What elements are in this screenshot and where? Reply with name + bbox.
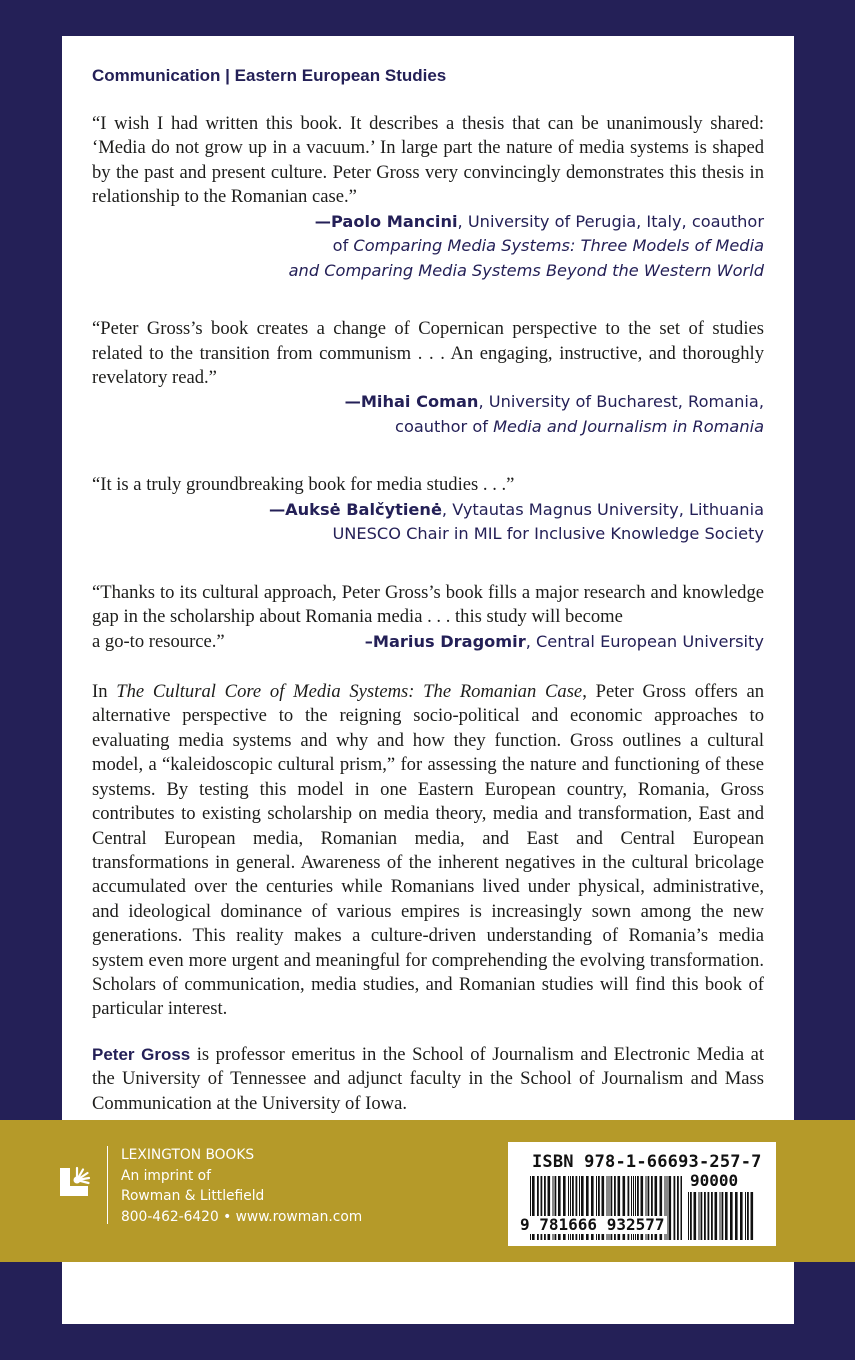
quote-text: “Thanks to its cultural approach, Peter Gross’s book fills a major research and knowledge gap in the scholarship about Romania media . . . this study will become xyxy=(92,581,764,628)
endorsement-2 xyxy=(92,317,764,439)
quote-attribution: —Paolo Mancini, University of Perugia, Italy, coauthor of Comparing Media Systems: Three Models of Media and Comparing Media Systems Beyond the Western World xyxy=(288,211,764,280)
quote-attribution: —Mihai Coman, University of Bucharest, Romania, coauthor of Media and Journalism in Romania xyxy=(344,392,764,436)
ean-digits: 9 781666 932577 xyxy=(520,1215,665,1234)
barcode-bar xyxy=(699,1192,700,1240)
barcode-bar xyxy=(690,1192,692,1240)
barcode-bar xyxy=(735,1192,738,1240)
book-title: The Cultural Core of Media Systems: The Romanian Case xyxy=(116,681,583,703)
book-description: In The Cultural Core of Media Systems: The Romanian Case, Peter Gross offers an alternative perspective to the reigning socio-political and economic approaches to evaluating media systems and why and how they function. Gross outlines a cultural model, a “kaleidoscopic cultural prism,” for assessing the nature and functioning of these systems. By testing this model in one Eastern European country, Romania, Gross contributes to existing scholarship on media theory, media and transformation, East and Central European media, Romanian media, and East and Central European transformations in general. Awareness of the inherent negatives in the cultural bricolage accumulated over the centuries while Romanians lived under physical, administrative, and ideological dominance of various empires is increasingly sown among the new generations. This reality makes a culture-driven understanding of Romania’s media system even more urgent and meaningful for comprehending the evolving transformation. Scholars of communication, media studies, and Romanian studies will find this book of particular interest. xyxy=(92,681,765,1020)
divider xyxy=(107,1146,108,1224)
barcode-bar xyxy=(708,1192,710,1240)
barcode-bar xyxy=(745,1192,746,1240)
barcode-bar xyxy=(674,1176,676,1240)
endorser-name: Marius Dragomir xyxy=(372,631,526,651)
endorsement-1 xyxy=(92,112,764,283)
barcode-bar xyxy=(694,1192,697,1240)
publisher-info: LEXINGTON BOOKS An imprint of Rowman & Littlefield 800-462-6420 • www.rowman.com xyxy=(121,1145,362,1227)
quote-text: “I wish I had written this book. It describes a thesis that can be unanimously shared: ‘Media do not grow up in a vacuum.’ In large part the nature of media systems is shaped by the past and present culture. Peter Gross very convincingly demonstrates this thesis in relationship to the Romanian case.” xyxy=(92,113,764,208)
author-bio: Peter Gross is professor emeritus in the School of Journalism and Electronic Media at the University of Tennessee and adjunct faculty in the School of Journalism and Mass Communication at the University of Iowa. xyxy=(92,1043,764,1114)
isbn-text: ISBN 978-1-66693-257-7 xyxy=(532,1152,762,1172)
publisher-band xyxy=(0,1120,855,1262)
endorsement-3 xyxy=(92,473,764,546)
barcode-bar xyxy=(669,1176,672,1240)
endorser-name: Paolo Mancini xyxy=(330,211,458,231)
book-title: Media and Journalism in Romania xyxy=(493,416,764,436)
isbn-barcode xyxy=(508,1142,776,1246)
barcode-bar xyxy=(711,1192,713,1240)
barcode-bar xyxy=(747,1192,749,1240)
category-label: Communication | Eastern European Studies xyxy=(92,66,447,85)
quote-text: “Peter Gross’s book creates a change of Copernican perspective to the set of studies related to the transition from communism . . . An engaging, instructive, and thoroughly revelatory read.” xyxy=(92,318,764,388)
barcode-bar xyxy=(677,1176,679,1240)
barcode-bar xyxy=(720,1192,721,1240)
quote-attribution: —Auksė Balčytienė, Vytautas Magnus University, Lithuania UNESCO Chair in MIL for Inclusive Knowledge Society xyxy=(268,499,764,544)
endorser-name: Auksė Balčytienė xyxy=(285,499,442,519)
barcode-bar xyxy=(701,1192,703,1240)
book-title: Comparing Media Systems: Three Models of Media xyxy=(353,236,764,256)
barcode-bar xyxy=(681,1176,683,1240)
quote-attribution: –Marius Dragomir, Central European University xyxy=(364,631,764,651)
author-name: Peter Gross xyxy=(92,1044,191,1064)
barcode-bar xyxy=(688,1192,689,1240)
endorsement-4 xyxy=(92,581,764,654)
endorser-name: Mihai Coman xyxy=(360,392,479,412)
barcode-bar xyxy=(722,1192,724,1240)
barcode-bar xyxy=(725,1192,728,1240)
book-title: and Comparing Media Systems Beyond the Western World xyxy=(288,260,764,280)
barcode-bar xyxy=(715,1192,718,1240)
barcode-bar xyxy=(751,1192,754,1240)
quote-text: “It is a truly groundbreaking book for media studies . . .” xyxy=(92,474,515,496)
publisher-name: LEXINGTON BOOKS xyxy=(121,1147,255,1163)
barcode-bar xyxy=(730,1192,733,1240)
publisher-contact: 800-462-6420 • www.rowman.com xyxy=(121,1208,363,1225)
addon-barcode-bars xyxy=(688,1192,754,1240)
quote-text-end: a go-to resource.” xyxy=(92,630,225,652)
barcode-bar xyxy=(704,1192,706,1240)
lexington-l-logo-icon xyxy=(58,1158,98,1198)
barcode-bar xyxy=(667,1176,668,1240)
barcode-bar xyxy=(740,1192,743,1240)
price-addon: 90000 xyxy=(690,1171,739,1190)
back-cover-content xyxy=(92,62,764,1116)
